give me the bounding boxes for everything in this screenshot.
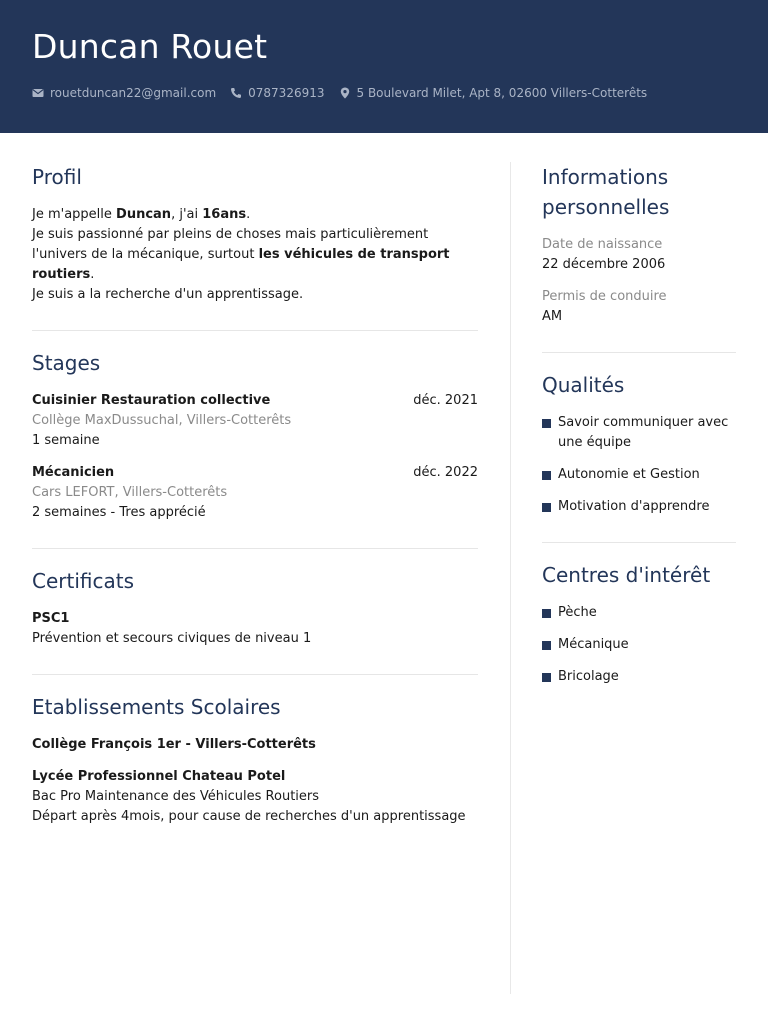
school-detail: Bac Pro Maintenance des Véhicules Routiers bbox=[32, 789, 320, 804]
permis-value: AM bbox=[542, 309, 563, 324]
profil-fragment-bold: Duncan bbox=[116, 207, 172, 222]
infos-title-line: Informations bbox=[542, 165, 669, 189]
contact-bar bbox=[32, 86, 661, 100]
stage-entry bbox=[32, 463, 478, 523]
stage-place: Cars LEFORT, Villers-Cotterêts bbox=[32, 485, 228, 500]
stage-role: Cuisinier Restauration collective bbox=[32, 393, 271, 408]
certificat-name: PSC1 bbox=[32, 611, 70, 626]
qualite-text: Autonomie et Gestion bbox=[558, 467, 700, 482]
profil-fragment-bold: 16ans bbox=[202, 207, 247, 222]
stage-entry bbox=[32, 391, 478, 451]
certificats-title: Certificats bbox=[32, 569, 135, 593]
main-column bbox=[32, 162, 478, 827]
header-banner bbox=[0, 0, 768, 133]
interet-item bbox=[542, 603, 736, 623]
qualites-title: Qualités bbox=[542, 373, 625, 397]
stage-header bbox=[32, 463, 478, 483]
location-pin-icon bbox=[339, 87, 351, 99]
profil-line: Je suis passionné par pleins de choses mais particulièrement bbox=[32, 227, 429, 242]
stage-detail: 2 semaines - Tres apprécié bbox=[32, 505, 206, 520]
address-text: 5 Boulevard Milet, Apt 8, 02600 Villers-Cotterêts bbox=[356, 86, 648, 100]
contact-phone[interactable] bbox=[230, 86, 324, 100]
qualite-item bbox=[542, 465, 736, 485]
stages-title: Stages bbox=[32, 351, 101, 375]
interets-title: Centres d'intérêt bbox=[542, 563, 711, 587]
interet-text: Bricolage bbox=[558, 669, 619, 684]
qualite-text: Savoir communiquer avec une équipe bbox=[558, 415, 729, 450]
bullet-square-icon bbox=[542, 673, 551, 682]
permis-label: Permis de conduire bbox=[542, 289, 667, 304]
stage-detail: 1 semaine bbox=[32, 433, 100, 448]
stage-role: Mécanicien bbox=[32, 465, 115, 480]
profil-fragment: . bbox=[90, 267, 95, 282]
stage-header bbox=[32, 391, 478, 411]
school-name: Lycée Professionnel Chateau Potel bbox=[32, 769, 286, 784]
candidate-name: Duncan Rouet bbox=[32, 27, 268, 66]
phone-text: 0787326913 bbox=[248, 86, 325, 100]
profil-fragment-bold: les véhicules de transport routiers bbox=[32, 247, 450, 282]
email-text: rouetduncan22@gmail.com bbox=[50, 86, 217, 100]
profil-fragment: , j'ai bbox=[171, 207, 203, 222]
profil-line bbox=[32, 205, 478, 225]
qualite-item bbox=[542, 497, 736, 517]
infos-title-line: personnelles bbox=[542, 195, 670, 219]
birth-label: Date de naissance bbox=[542, 237, 663, 252]
contact-email[interactable] bbox=[32, 86, 216, 100]
mail-icon bbox=[32, 87, 44, 99]
interet-item bbox=[542, 635, 736, 655]
profil-fragment: Je m'appelle bbox=[32, 207, 117, 222]
interet-text: Mécanique bbox=[558, 637, 629, 652]
qualite-text: Motivation d'apprendre bbox=[558, 499, 710, 514]
bullet-square-icon bbox=[542, 609, 551, 618]
interet-item bbox=[542, 667, 736, 687]
profil-fragment: . bbox=[246, 207, 251, 222]
column-divider bbox=[510, 162, 511, 994]
phone-icon bbox=[230, 87, 242, 99]
etablissements-title: Etablissements Scolaires bbox=[32, 695, 281, 719]
school-detail: Départ après 4mois, pour cause de recherches d'un apprentissage bbox=[32, 809, 466, 824]
profil-fragment: l'univers de la mécanique, surtout bbox=[32, 247, 259, 262]
birth-value: 22 décembre 2006 bbox=[542, 257, 666, 272]
profil-line bbox=[32, 245, 478, 285]
bullet-square-icon bbox=[542, 503, 551, 512]
contact-address bbox=[339, 86, 648, 100]
profil-text bbox=[32, 205, 478, 305]
stage-date: déc. 2022 bbox=[413, 465, 478, 480]
stage-date: déc. 2021 bbox=[413, 393, 478, 408]
certificat-desc: Prévention et secours civiques de niveau 1 bbox=[32, 631, 312, 646]
side-column bbox=[542, 162, 736, 687]
profil-title: Profil bbox=[32, 165, 82, 189]
profil-line: Je suis a la recherche d'un apprentissage. bbox=[32, 287, 304, 302]
school-name: Collège François 1er - Villers-Cotterêts bbox=[32, 737, 316, 752]
stage-place: Collège MaxDussuchal, Villers-Cotterêts bbox=[32, 413, 292, 428]
interet-text: Pèche bbox=[558, 605, 597, 620]
bullet-square-icon bbox=[542, 641, 551, 650]
bullet-square-icon bbox=[542, 419, 551, 428]
qualite-item bbox=[542, 413, 736, 453]
bullet-square-icon bbox=[542, 471, 551, 480]
